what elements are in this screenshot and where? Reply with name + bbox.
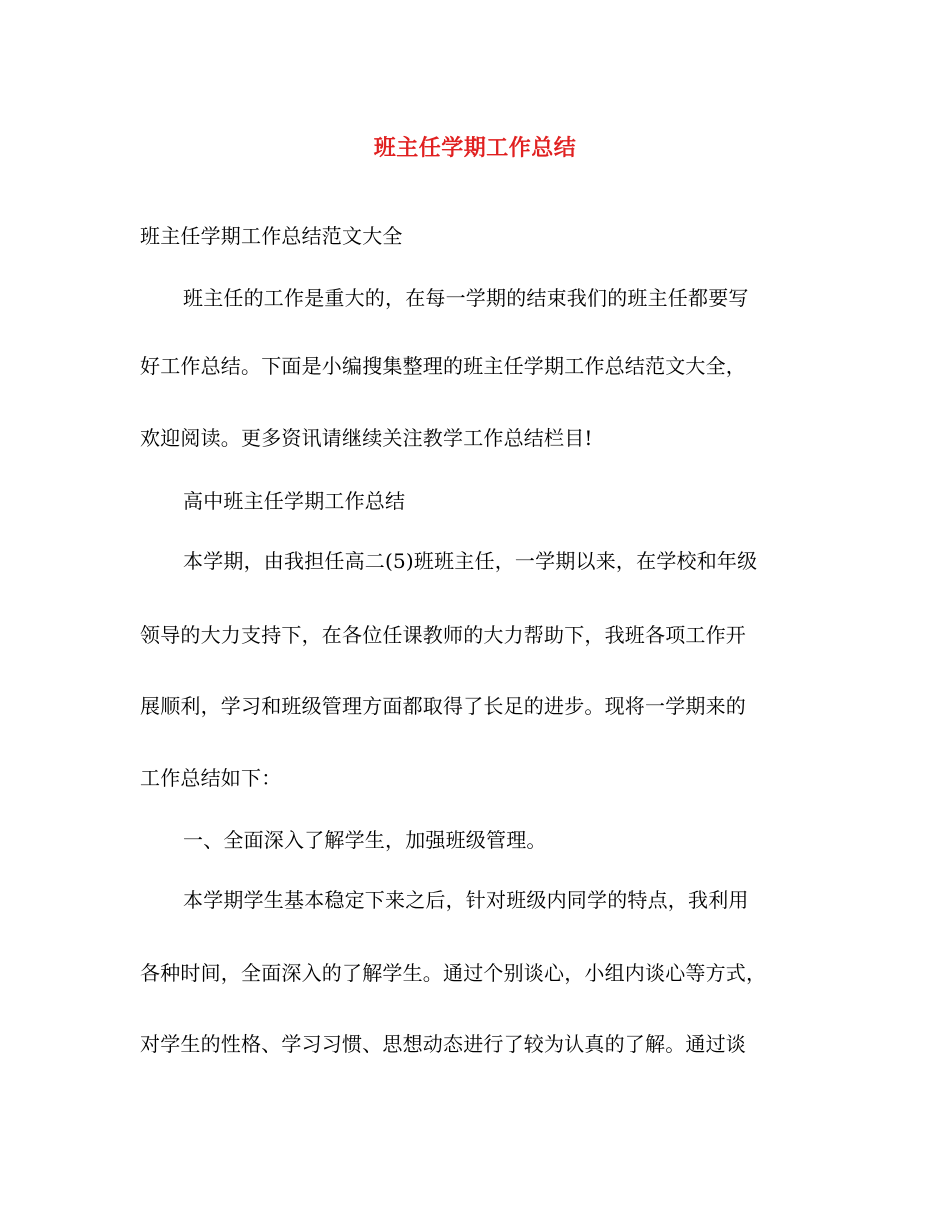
section-heading: 一、全面深入了解学生，加强班级管理。 — [183, 828, 547, 852]
paragraph-line: 对学生的性格、学习习惯、思想动态进行了较为认真的了解。通过谈 — [140, 1032, 746, 1056]
paragraph-line: 好工作总结。下面是小编搜集整理的班主任学期工作总结范文大全， — [140, 354, 746, 378]
paragraph-line: 各种时间，全面深入的了解学生。通过个别谈心，小组内谈心等方式， — [140, 961, 767, 985]
paragraph-line: 展顺利，学习和班级管理方面都取得了长足的进步。现将一学期来的 — [140, 694, 746, 718]
paragraph-line: 本学期学生基本稳定下来之后，针对班级内同学的特点，我利用 — [183, 888, 749, 912]
paragraph-line: 领导的大力支持下，在各位任课教师的大力帮助下，我班各项工作开 — [140, 623, 746, 647]
paragraph-line: 本学期，由我担任高二(5)班班主任，一学期以来，在学校和年级 — [183, 549, 758, 573]
paragraph-line: 工作总结如下： — [140, 766, 282, 790]
document-title: 班主任学期工作总结 — [373, 135, 577, 161]
paragraph-line: 欢迎阅读。更多资讯请继续关注教学工作总结栏目! — [140, 426, 593, 450]
subtitle-line: 班主任学期工作总结范文大全 — [140, 224, 403, 248]
section-heading: 高中班主任学期工作总结 — [183, 489, 406, 513]
paragraph-line: 班主任的工作是重大的，在每一学期的结束我们的班主任都要写 — [183, 286, 749, 310]
